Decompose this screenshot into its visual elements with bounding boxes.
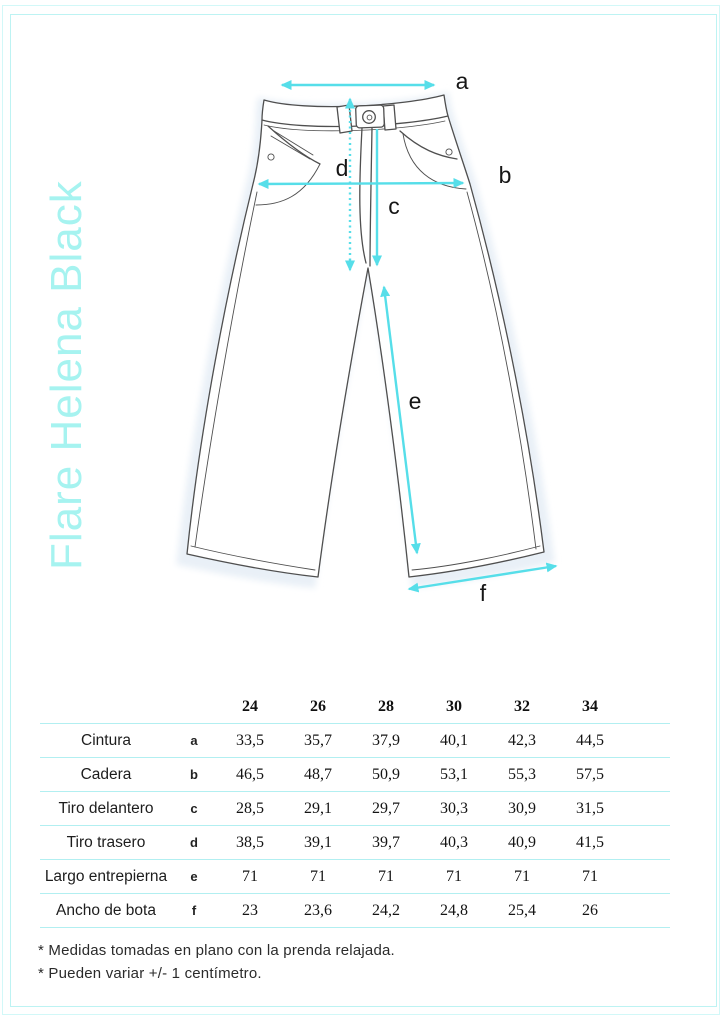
size-value: 38,5 [236, 833, 264, 851]
size-value: 24,2 [372, 901, 400, 919]
size-value: 48,7 [304, 765, 332, 783]
measure-label-a: a [455, 68, 469, 94]
size-value: 44,5 [576, 731, 604, 749]
size-col-header: 30 [446, 697, 462, 715]
row-label: Cintura [81, 731, 131, 749]
measure-letter: c [190, 801, 198, 816]
size-value: 71 [446, 867, 462, 885]
belt-loop-right [383, 105, 396, 130]
measure-letter: f [191, 903, 197, 918]
size-value: 28,5 [236, 799, 264, 817]
size-col-header: 24 [242, 697, 258, 715]
measure-letter: d [190, 835, 198, 850]
measure-letter: b [190, 767, 198, 782]
size-value: 71 [378, 867, 394, 885]
size-value: 41,5 [576, 833, 604, 851]
table-row-ancho-de-bota [40, 894, 670, 928]
size-value: 30,3 [440, 799, 468, 817]
measure-label-d: d [335, 155, 349, 181]
measure-arrow-b [259, 183, 463, 184]
size-value: 42,3 [508, 731, 536, 749]
size-col-header: 28 [378, 697, 394, 715]
measure-label-e: e [408, 388, 422, 414]
measure-label-b: b [498, 162, 512, 188]
measure-letter: a [190, 733, 198, 748]
size-value: 40,1 [440, 731, 468, 749]
size-value: 37,9 [372, 731, 400, 749]
size-value: 39,7 [372, 833, 400, 851]
size-col-header: 34 [582, 697, 598, 715]
row-label: Ancho de bota [56, 901, 156, 919]
size-value: 25,4 [508, 901, 536, 919]
table-row-tiro-delantero [40, 792, 670, 826]
row-label: Largo entrepierna [44, 867, 168, 885]
table-row-cadera [40, 758, 670, 792]
row-label: Cadera [80, 765, 132, 783]
footnote-line-1: * Medidas tomadas en plano con la prenda relajada. [38, 942, 395, 959]
size-value: 53,1 [440, 765, 468, 783]
size-value: 71 [310, 867, 326, 885]
jeans-outline [187, 95, 544, 577]
size-value: 50,9 [372, 765, 400, 783]
size-value: 24,8 [440, 901, 468, 919]
size-table [40, 690, 670, 928]
size-value: 71 [582, 867, 598, 885]
table-row-largo-entrepierna [40, 860, 670, 894]
size-value: 31,5 [576, 799, 604, 817]
size-col-header: 26 [310, 697, 326, 715]
belt-loop-left [337, 105, 352, 133]
size-value: 46,5 [236, 765, 264, 783]
size-value: 33,5 [236, 731, 264, 749]
size-value: 39,1 [304, 833, 332, 851]
table-row-tiro-trasero [40, 826, 670, 860]
size-value: 26 [582, 901, 598, 919]
button [363, 111, 376, 124]
row-label: Tiro delantero [58, 799, 154, 817]
size-value: 40,3 [440, 833, 468, 851]
footnote-line-2: * Pueden variar +/- 1 centímetro. [38, 965, 262, 982]
measure-label-c: c [388, 193, 400, 219]
size-value: 35,7 [304, 731, 332, 749]
measure-letter: e [190, 869, 198, 884]
size-col-header: 32 [514, 697, 530, 715]
size-value: 29,1 [304, 799, 332, 817]
footnotes [38, 939, 395, 985]
size-value: 57,5 [576, 765, 604, 783]
size-value: 29,7 [372, 799, 400, 817]
size-value: 40,9 [508, 833, 536, 851]
size-value: 30,9 [508, 799, 536, 817]
size-value: 71 [242, 867, 258, 885]
product-title-vertical: Flare Helena Black [42, 180, 91, 570]
table-row-cintura [40, 724, 670, 758]
size-table-header-row [40, 690, 670, 724]
row-label: Tiro trasero [66, 833, 146, 851]
size-value: 55,3 [508, 765, 536, 783]
size-value: 71 [514, 867, 530, 885]
size-value: 23,6 [304, 901, 332, 919]
size-value: 23 [242, 901, 258, 919]
measure-label-f: f [479, 580, 487, 606]
